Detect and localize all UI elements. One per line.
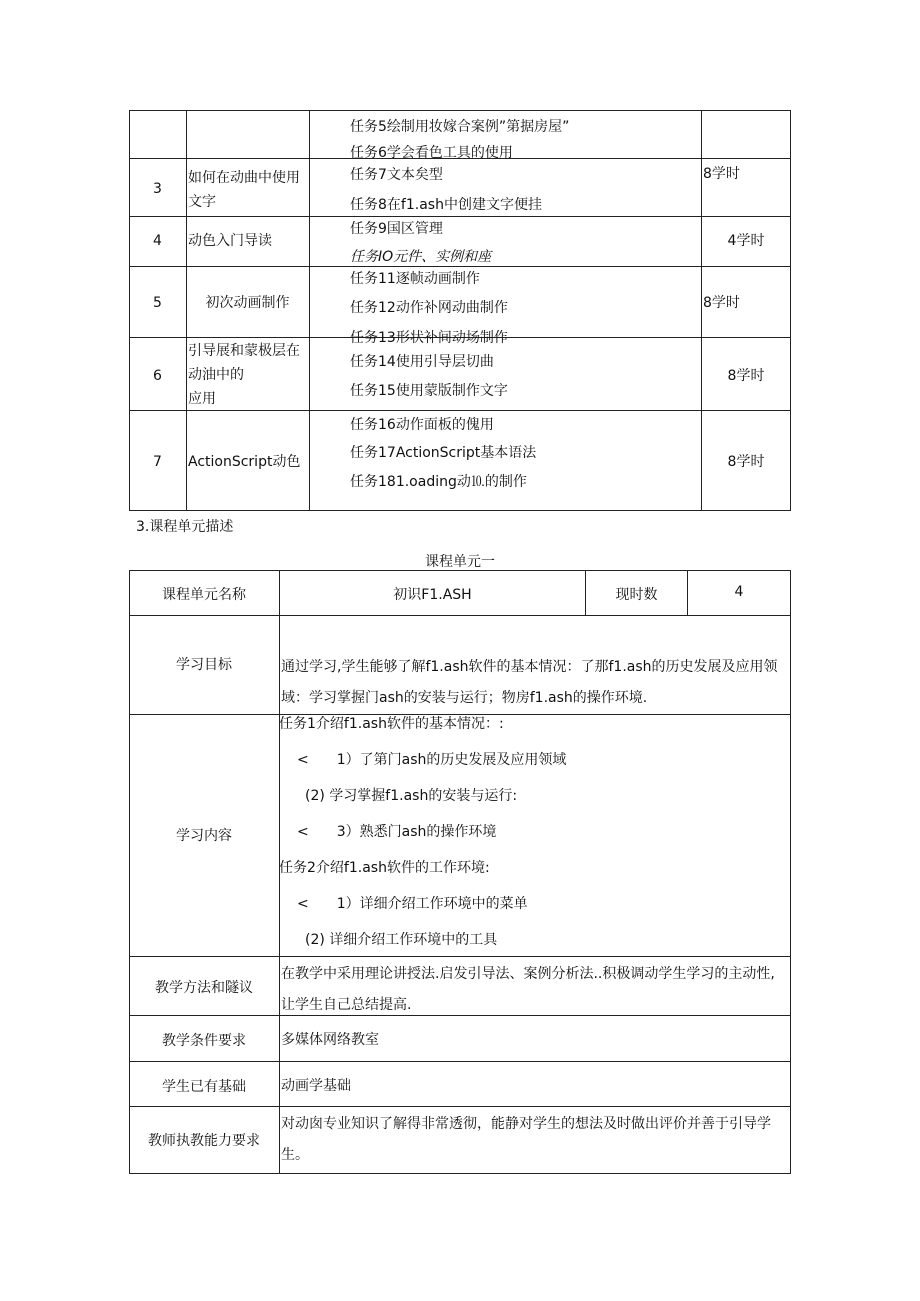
student-basis-text: 动画学基础 [281, 1078, 351, 1094]
task-line: 任务13形状补间动场制作 [350, 330, 508, 346]
task-line: 任务IO元件、实例和座 [350, 249, 492, 265]
content-line: (2) 详细介绍工作环境中的工具 [305, 932, 498, 948]
teacher-ability-text: 对动囱专业知识了解得非常透彻，能静对学生的想法及时做出评价并善于引导学生。 [281, 1116, 771, 1163]
content-line: 任务1介绍f1.ash软件的基本情况：: [279, 716, 504, 732]
task-line: 任务16动作面板的傀用 [350, 417, 494, 433]
unit-name: 动油中的 [188, 367, 244, 383]
content-line: < 3）熟悉门ash的操作环境 [297, 824, 497, 840]
row-number: 6 [153, 368, 162, 384]
unit-caption: 课程单元一 [425, 554, 495, 570]
task-line: 任务14使用引导层切曲 [350, 354, 494, 370]
hours-value: 8学时 [727, 454, 765, 470]
task-line: 任务7文本矣型 [350, 167, 443, 183]
task-line: 任务5绘制用妆嫁合案例”第据房屋” [350, 119, 570, 135]
row-number: 7 [153, 454, 162, 470]
course-schedule-table [129, 110, 791, 511]
task-line: 任务11逐帧动画制作 [350, 271, 480, 287]
teaching-method-label: 教学方法和隧议 [155, 980, 253, 996]
content-line: 任务2介绍f1.ash软件的工作环境: [279, 860, 490, 876]
hours-value: 4 [734, 584, 744, 600]
unit-name: 如何在动曲中使用 [188, 170, 300, 186]
unit-name: 应用 [188, 391, 216, 407]
unit-name: 动色入门导读 [188, 233, 272, 249]
hours-value: 8学时 [703, 166, 740, 182]
hours-label: 现时数 [615, 587, 658, 603]
teaching-condition-text: 多媒体网络教室 [281, 1032, 379, 1048]
section-heading: 3.课程单元描述 [136, 519, 234, 535]
content-line: < 1）详细介绍工作环境中的菜单 [297, 896, 528, 912]
student-basis-label: 学生已有基础 [162, 1079, 246, 1095]
teaching-condition-label: 教学条件要求 [162, 1033, 246, 1049]
content-line: < 1）了第门ash的历史发展及应用领域 [297, 752, 567, 768]
teacher-ability-label: 教师执教能力要求 [148, 1133, 260, 1149]
unit-name-label: 课程单元名称 [162, 587, 246, 603]
course-unit-table [129, 570, 791, 1174]
learning-goal-label: 学习目标 [176, 657, 232, 673]
teaching-method-text: 在教学中采用理论讲授法.启发引导法、案例分析法..积极调动学生学习的主动性,让学生自己总结提高. [281, 966, 775, 1013]
hours-value: 8学时 [727, 368, 765, 384]
task-line: 任务9国区管理 [350, 221, 443, 237]
unit-name-value: 初识F1.ASH [393, 587, 472, 603]
unit-name: 文字 [188, 194, 216, 210]
hours-value: 4学时 [727, 233, 765, 249]
row-number: 4 [153, 233, 162, 249]
learning-content-label: 学习内容 [176, 828, 232, 844]
task-line: 任务12动作补网动曲制作 [350, 300, 508, 316]
unit-name: 初次动画制作 [205, 295, 290, 311]
learning-goal-text: 通过学习,学生能够了解f1.ash软件的基本情况：了那f1.ash的历史发展及应用领域：学习掌握门ash的安装与运行；物房f1.ash的操作环境. [281, 659, 778, 706]
hours-value: 8学时 [703, 295, 740, 311]
content-line: (2) 学习掌握f1.ash的安装与运行: [305, 788, 518, 804]
task-line: 任务181.oading动⒑的制作 [350, 474, 527, 490]
task-line: 任务6学会看色工具的使用 [350, 145, 513, 161]
row-number: 3 [153, 181, 162, 197]
row-number: 5 [153, 295, 162, 311]
unit-name: ActionScript动色 [188, 454, 301, 470]
task-line: 任务15使用蒙版制作文字 [350, 383, 508, 399]
unit-name: 引导展和蒙极层在 [188, 343, 300, 359]
task-line: 任务8在f1.ash中创建文字便挂 [350, 197, 542, 213]
task-line: 任务17ActionScript基本语法 [350, 445, 537, 461]
